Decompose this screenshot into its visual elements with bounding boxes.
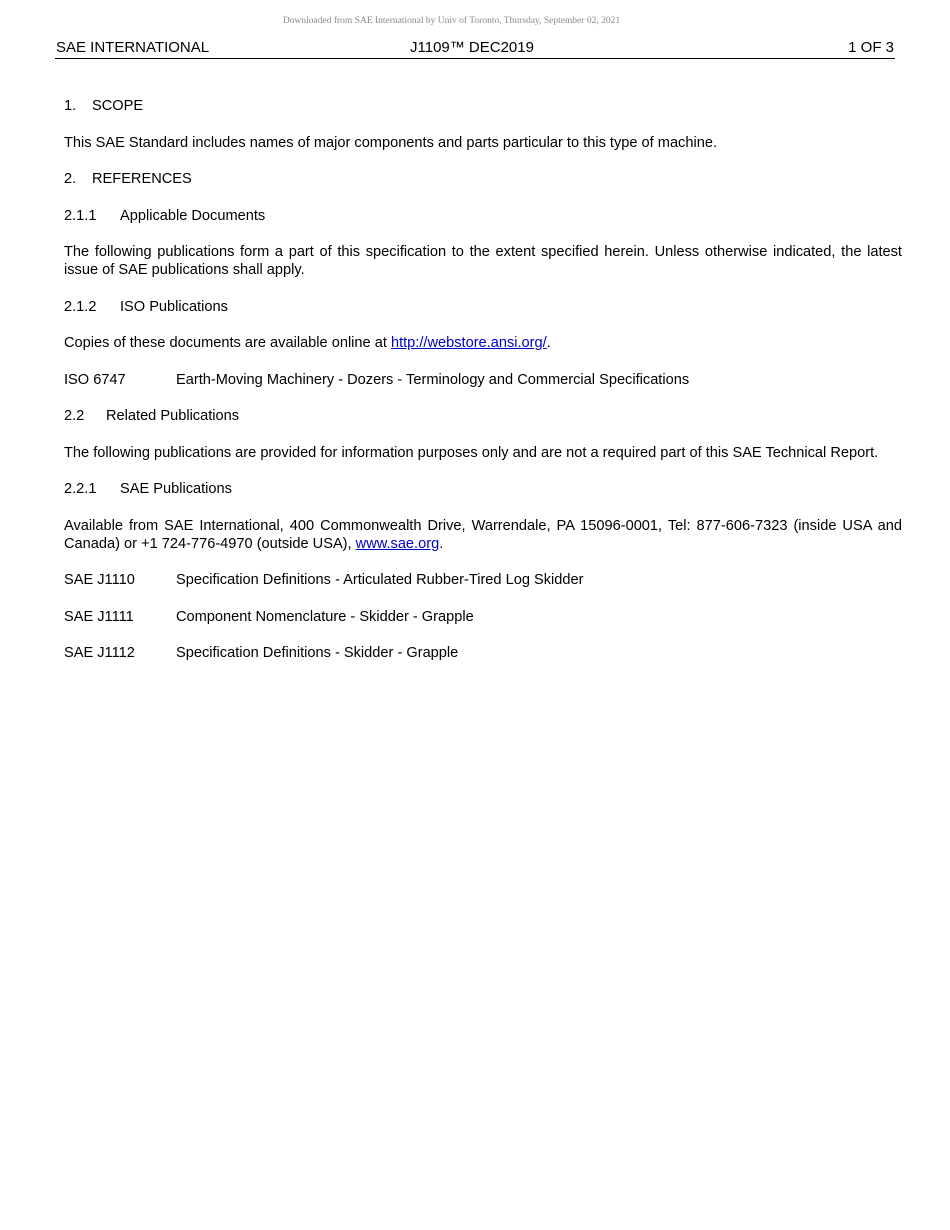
scope-paragraph: This SAE Standard includes names of major components and parts particular to this type of machine.: [64, 134, 717, 151]
section-related-publications-heading: [64, 407, 902, 425]
section-references-heading: [64, 170, 902, 188]
document-body: [64, 97, 902, 681]
section-scope-heading: [64, 97, 902, 115]
reference-code: ISO 6747: [64, 371, 126, 388]
sae-reference-row: [64, 644, 902, 662]
iso-availability-text: Copies of these documents are available online at: [64, 335, 391, 351]
sae-availability-period: .: [439, 535, 444, 552]
section-number: 1.: [64, 98, 77, 114]
reference-code: SAE J1110: [64, 572, 135, 588]
section-title: Related Publications: [106, 408, 240, 424]
download-watermark: Downloaded from SAE International by Univ of Toronto, Thursday, September 02, 2021: [282, 16, 621, 26]
ansi-webstore-link[interactable]: http://webstore.ansi.org/: [390, 335, 547, 351]
section-title: SAE Publications: [120, 481, 232, 497]
section-number: 2.2.1: [64, 481, 97, 497]
reference-code: SAE J1111: [64, 608, 134, 625]
iso-availability-period: .: [546, 335, 551, 351]
reference-code: SAE J1112: [64, 645, 135, 661]
section-applicable-documents-heading: [64, 207, 902, 225]
section-iso-publications-heading: [64, 298, 902, 316]
section-title: ISO Publications: [120, 298, 228, 315]
reference-title: Specification Definitions - Skidder - Grapple: [176, 645, 459, 661]
iso-reference-row: [64, 371, 902, 389]
header-org: SAE INTERNATIONAL: [56, 39, 210, 56]
sae-availability-paragraph: [64, 517, 902, 553]
section-number: 2.2: [64, 408, 85, 424]
reference-title: Specification Definitions - Articulated Rubber-Tired Log Skidder: [176, 572, 584, 588]
sae-reference-row: [64, 571, 902, 589]
iso-availability-paragraph: [64, 334, 902, 352]
sae-reference-row: [64, 608, 902, 626]
section-sae-publications-heading: [64, 480, 902, 498]
section-number: 2.1.2: [64, 298, 97, 315]
applicable-documents-paragraph: The following publications form a part of this specification to the extent specified herein. Unless otherwise indicated, the latest issue of SAE publications shall apply.: [64, 244, 902, 278]
section-number: 2.1.1: [64, 207, 97, 224]
sae-availability-text: Available from SAE International, 400 Commonwealth Drive, Warrendale, PA 15096-0001, Tel: 877-606-7323 (inside USA and Canada) or +1 724-776-4970 (outside USA),: [64, 517, 902, 552]
page-header: [55, 38, 895, 59]
section-title: SCOPE: [92, 98, 144, 114]
reference-title: Component Nomenclature - Skidder - Grapple: [176, 608, 474, 625]
header-doc-id: J1109™ DEC2019: [410, 39, 534, 56]
sae-website-link[interactable]: www.sae.org: [355, 535, 440, 552]
section-title: REFERENCES: [92, 171, 192, 187]
section-number: 2.: [64, 171, 77, 187]
section-title: Applicable Documents: [120, 207, 266, 224]
reference-title: Earth-Moving Machinery - Dozers - Terminology and Commercial Specifications: [176, 371, 690, 388]
related-publications-paragraph: The following publications are provided for information purposes only and are not a required part of this SAE Technical Report.: [64, 444, 879, 461]
header-page-number: 1 OF 3: [848, 39, 894, 56]
